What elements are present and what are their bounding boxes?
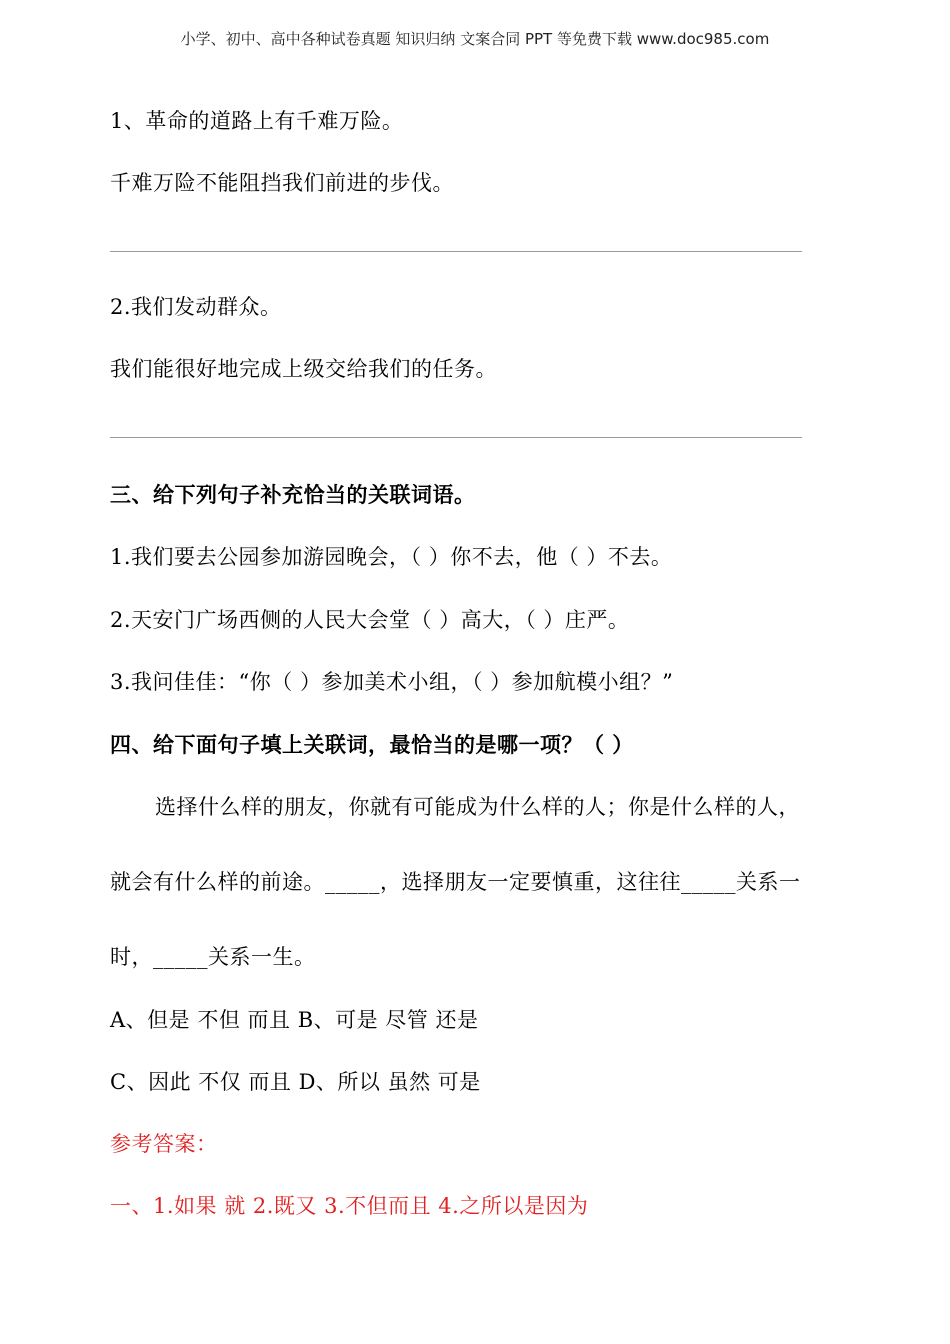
section-4-paragraph: 选择什么样的朋友，你就有可能成为什么样的人；你是什么样的人，: [155, 795, 800, 819]
answer-line: [110, 437, 802, 438]
page-header: 小学、初中、高中各种试卷真题 知识归纳 文案合同 PPT 等免费下载 www.doc985.com: [180, 30, 770, 48]
option-ab: A、但是 不但 而且 B、可是 尽管 还是: [110, 1008, 479, 1032]
answer-line: [110, 251, 802, 252]
question-2-1-prompt: 1、革命的道路上有千难万险。: [110, 109, 404, 133]
section-3-item: 1.我们要去公园参加游园晚会，（ ）你不去，他（ ）不去。: [110, 545, 673, 569]
section-4-paragraph: 时，_____关系一生。: [110, 945, 316, 969]
section-4-title: 四、给下面句子填上关联词，最恰当的是哪一项？（ ）: [110, 733, 634, 757]
section-3-item: 3.我问佳佳：“你（ ）参加美术小组，（ ）参加航模小组？”: [110, 670, 674, 694]
answers-line: 一、1.如果 就 2.既又 3.不但而且 4.之所以是因为: [110, 1194, 589, 1218]
question-2-2-sentence: 我们能很好地完成上级交给我们的任务。: [110, 357, 497, 381]
section-3-item: 2.天安门广场西侧的人民大会堂（ ）高大，（ ）庄严。: [110, 608, 630, 632]
question-2-2-prompt: 2.我们发动群众。: [110, 295, 282, 319]
option-cd: C、因此 不仅 而且 D、所以 虽然 可是: [110, 1070, 481, 1094]
answers-title: 参考答案：: [110, 1132, 218, 1156]
section-4-paragraph: 就会有什么样的前途。_____，选择朋友一定要慎重，这往往_____关系一: [110, 870, 801, 894]
section-3-title: 三、给下列句子补充恰当的关联词语。: [110, 483, 476, 507]
question-2-1-sentence: 千难万险不能阻挡我们前进的步伐。: [110, 171, 454, 195]
